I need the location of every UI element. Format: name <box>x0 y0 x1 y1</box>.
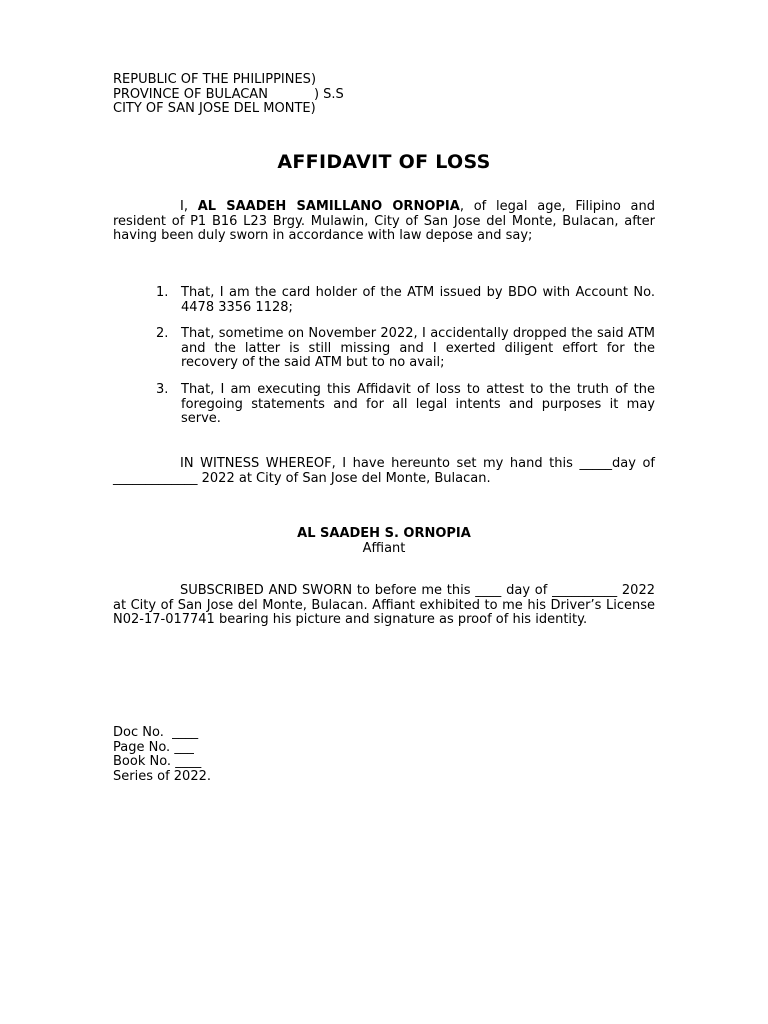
doc-number: Doc No. ____ <box>113 725 199 740</box>
jurat-text: SUBSCRIBED AND SWORN to before me this ____ day of __________ 2022 at City of San Jose del Monte, Bulacan. Affiant exhibited to me his Driver’s License N02-17-017741 bearing his picture and signature as proof of his identity. <box>113 583 655 628</box>
caption-city: CITY OF SAN JOSE DEL MONTE) <box>113 101 316 117</box>
list-item-text: That, I am the card holder of the ATM issued by BDO with Account No. 4478 3356 1128; <box>181 285 655 315</box>
intro-text: , of legal age, Filipino and resident of P1 B16 L23 Brgy. Mulawin, City of San Jose del Monte, Bulacan, after having been duly sworn in accordance with law depose and say; <box>113 199 656 244</box>
caption-republic: REPUBLIC OF THE PHILIPPINES) <box>113 72 317 87</box>
intro-prefix: I, <box>180 199 198 214</box>
witness-text: IN WITNESS WHEREOF, I have hereunto set my hand this _____day of _____________ 2022 at City of San Jose del Monte, Bulacan. <box>113 456 655 486</box>
intro-paragraph <box>113 200 655 244</box>
list-item-text: That, sometime on November 2022, I accidentally dropped the said ATM and the latter is still missing and I exerted diligent effort for the recovery of the said ATM but to no avail; <box>181 326 655 371</box>
list-item <box>156 383 655 427</box>
book-number: Book No. ____ <box>113 754 202 770</box>
list-item-number: 1. <box>156 285 169 300</box>
list-item <box>156 327 655 371</box>
affiant-role: Affiant <box>362 540 406 556</box>
caption-province <box>113 88 655 103</box>
caption-province-name: PROVINCE OF BULACAN <box>113 86 268 102</box>
page-number: Page No. ___ <box>113 739 194 755</box>
jurat-paragraph <box>113 584 655 628</box>
list-item-number: 2. <box>156 326 169 342</box>
affiant-signature-block <box>113 527 655 556</box>
list-item <box>156 286 655 315</box>
statement-list <box>156 286 655 427</box>
list-item-number: 3. <box>156 381 169 397</box>
affiant-full-name: AL SAADEH SAMILLANO ORNOPIA <box>197 199 460 214</box>
series-year: Series of 2022. <box>113 768 211 784</box>
affiant-name: AL SAADEH S. ORNOPIA <box>297 526 471 541</box>
witness-paragraph <box>113 457 655 486</box>
list-item-text: That, I am executing this Affidavit of loss to attest to the truth of the foregoing statements and for all legal intents and purposes it may serve. <box>181 381 655 427</box>
venue-caption <box>113 73 655 117</box>
caption-ss: ) S.S <box>313 86 344 102</box>
notarial-register <box>113 726 655 784</box>
document-title: AFFIDAVIT OF LOSS <box>277 151 491 173</box>
